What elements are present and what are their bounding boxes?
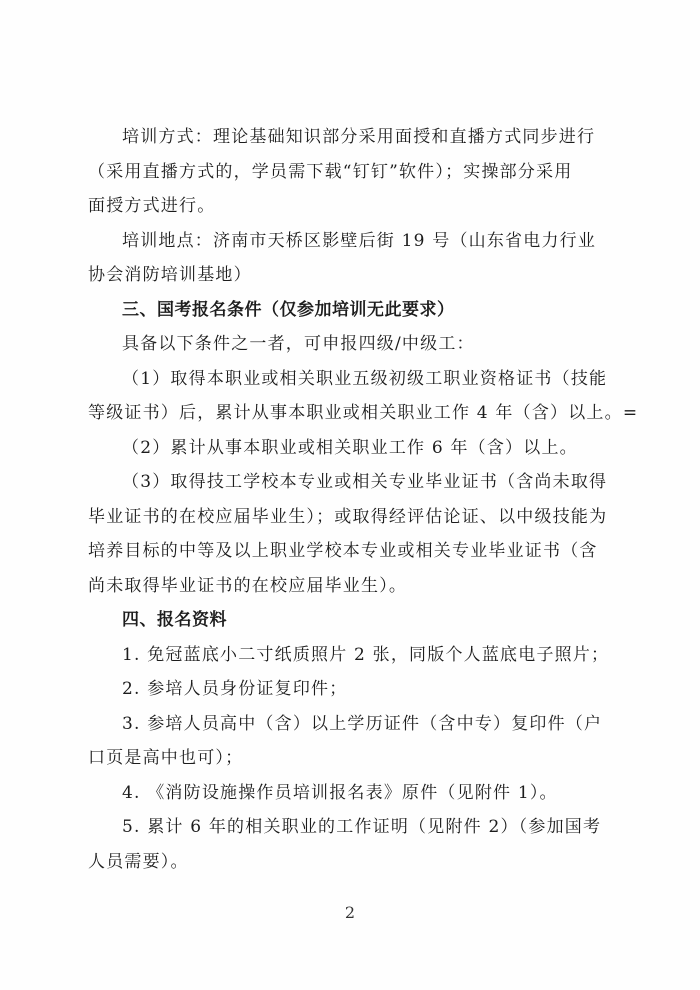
section-heading-registration-materials: 四、报名资料 — [122, 610, 227, 630]
document-body — [88, 120, 639, 879]
page-number: 2 — [344, 903, 356, 922]
condition-item-2: （2）累计从事本职业或相关职业工作 6 年（含）以上。 — [122, 437, 578, 458]
paragraph-line-conditions-intro: 具备以下条件之一者，可申报四级/中级工： — [122, 334, 475, 354]
section-heading-exam-conditions: 三、国考报名条件（仅参加培训无此要求） — [122, 299, 455, 320]
condition-item-1: （1）取得本职业或相关职业五级初级工职业资格证书（技能 — [122, 368, 608, 389]
material-item-2: 2. 参培人员身份证复印件； — [122, 679, 348, 699]
paragraph-line-training-method: 培训方式：理论基础知识部分采用面授和直播方式同步进行 — [122, 127, 596, 147]
paragraph-line: 毕业证书的在校应届毕业生）；或取得经评估论证、以中级技能为 — [88, 506, 608, 527]
paragraph-line: 协会消防培训基地） — [88, 265, 252, 285]
material-item-1: 1. 免冠蓝底小二寸纸质照片 2 张，同版个人蓝底电子照片； — [122, 644, 610, 665]
paragraph-line: 人员需要）。 — [88, 851, 189, 872]
paragraph-line: 口页是高中也可）； — [88, 748, 244, 768]
paragraph-line: 尚未取得毕业证书的在校应届毕业生）。 — [88, 575, 408, 596]
paragraph-line: （采用直播方式的，学员需下载“钉钉”软件）；实操部分采用 — [88, 161, 573, 182]
paragraph-line-training-location: 培训地点：济南市天桥区影壁后街 19 号（山东省电力行业 — [122, 230, 597, 251]
paragraph-line: 面授方式进行。 — [88, 196, 216, 216]
paragraph-line: 培养目标的中等及以上职业学校本专业或相关专业毕业证书（含 — [88, 541, 598, 561]
paragraph-line: 等级证书）后，累计从事本职业或相关职业工作 4 年（含）以上。= — [88, 403, 639, 423]
condition-item-3: （3）取得技工学校本专业或相关专业毕业证书（含尚未取得 — [122, 472, 608, 492]
material-item-4: 4. 《消防设施操作员培训报名表》原件（见附件 1）。 — [122, 782, 558, 803]
material-item-5: 5. 累计 6 年的相关职业的工作证明（见附件 2）（参加国考 — [122, 817, 602, 837]
material-item-3: 3. 参培人员高中（含）以上学历证件（含中专）复印件（户 — [122, 713, 603, 734]
